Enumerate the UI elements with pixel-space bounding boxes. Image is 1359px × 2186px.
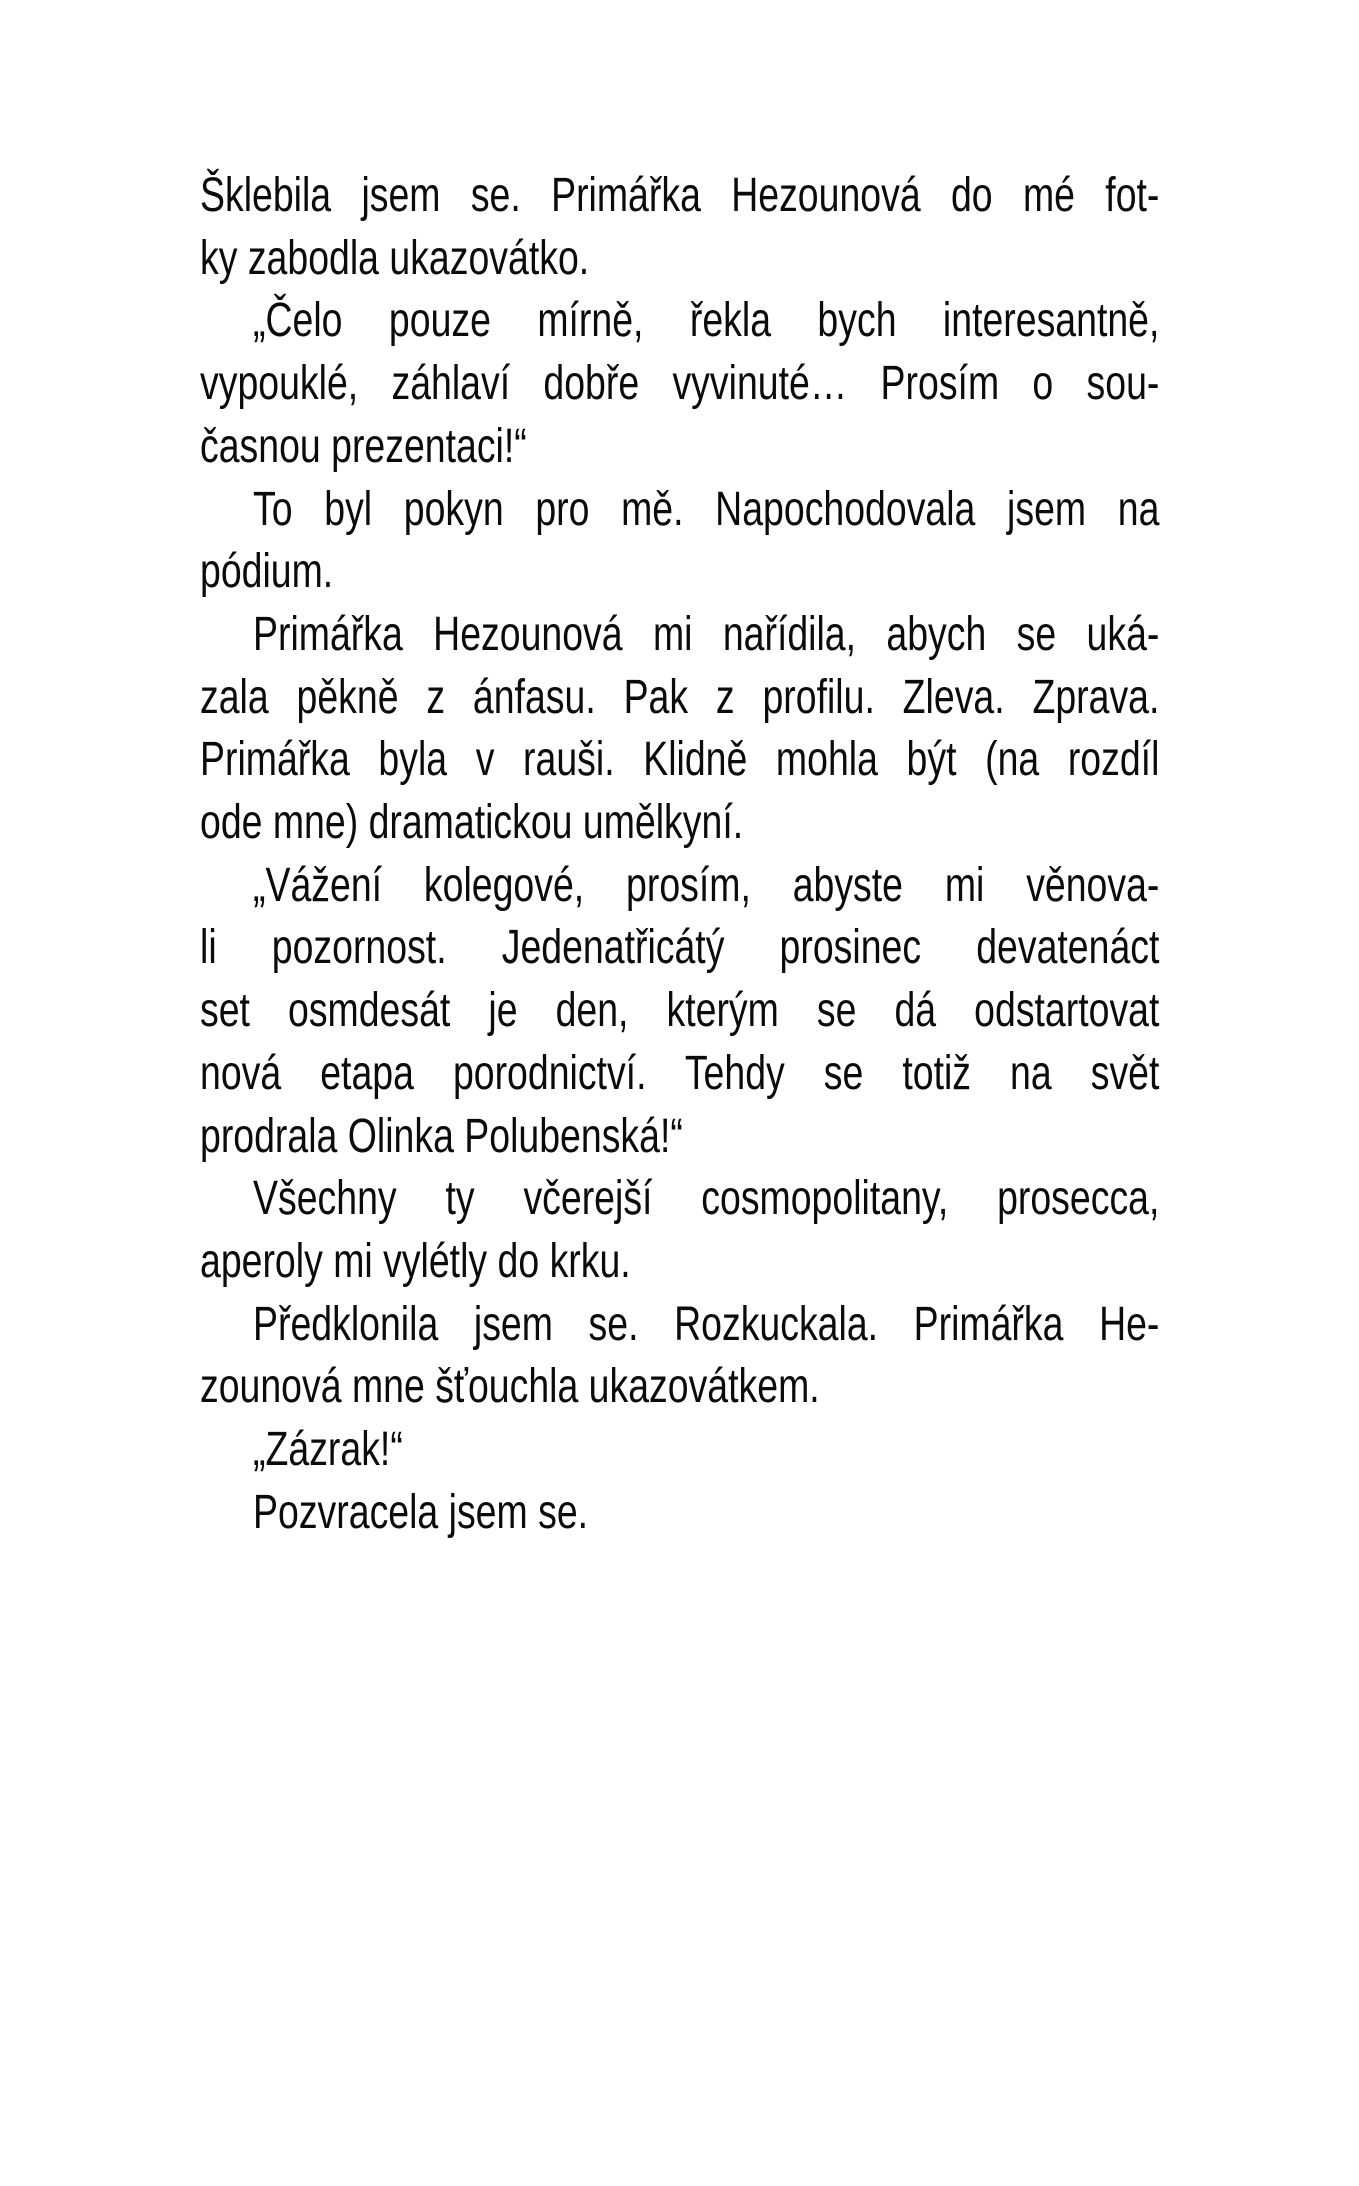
text-line: Primářka byla v rauši. Klidně mohla být (na rozdíl	[200, 733, 1160, 787]
text-line: časnou prezentaci!“	[200, 419, 527, 473]
text-line: ode mne) dramatickou umělkyní.	[200, 796, 744, 850]
text-line: li pozornost. Jedenatřicátý prosinec devatenáct	[200, 921, 1160, 975]
text-line: „Zázrak!“	[253, 1423, 403, 1477]
text-line: „Vážení kolegové, prosím, abyste mi věnova-	[253, 858, 1160, 912]
text-line: aperoly mi vylétly do krku.	[200, 1234, 631, 1288]
text-line: zounová mne šťouchla ukazovátkem.	[200, 1360, 820, 1414]
text-line: vypouklé, záhlaví dobře vyvinuté… Prosím o sou-	[200, 357, 1160, 411]
text-line: „Čelo pouze mírně, řekla bych interesantně,	[253, 294, 1160, 348]
text-block	[200, 165, 1159, 1544]
text-line: ky zabodla ukazovátko.	[200, 231, 590, 285]
text-line: Primářka Hezounová mi nařídila, abych se uká-	[253, 607, 1160, 661]
text-line: zala pěkně z ánfasu. Pak z profilu. Zleva. Zprava.	[200, 670, 1160, 724]
text-line: nová etapa porodnictví. Tehdy se totiž na svět	[200, 1046, 1160, 1100]
text-line: Šklebila jsem se. Primářka Hezounová do mé fot-	[200, 169, 1160, 222]
text-line: pódium.	[200, 545, 334, 599]
text-line: To byl pokyn pro mě. Napochodovala jsem na	[253, 482, 1160, 536]
text-line: prodrala Olinka Polubenská!“	[200, 1109, 683, 1163]
text-line: Pozvracela jsem se.	[253, 1485, 589, 1539]
text-line: Všechny ty včerejší cosmopolitany, prosecca,	[253, 1172, 1160, 1226]
text-line: set osmdesát je den, kterým se dá odstartovat	[200, 984, 1160, 1038]
text-line: Předklonila jsem se. Rozkuckala. Primářka He-	[253, 1297, 1160, 1351]
